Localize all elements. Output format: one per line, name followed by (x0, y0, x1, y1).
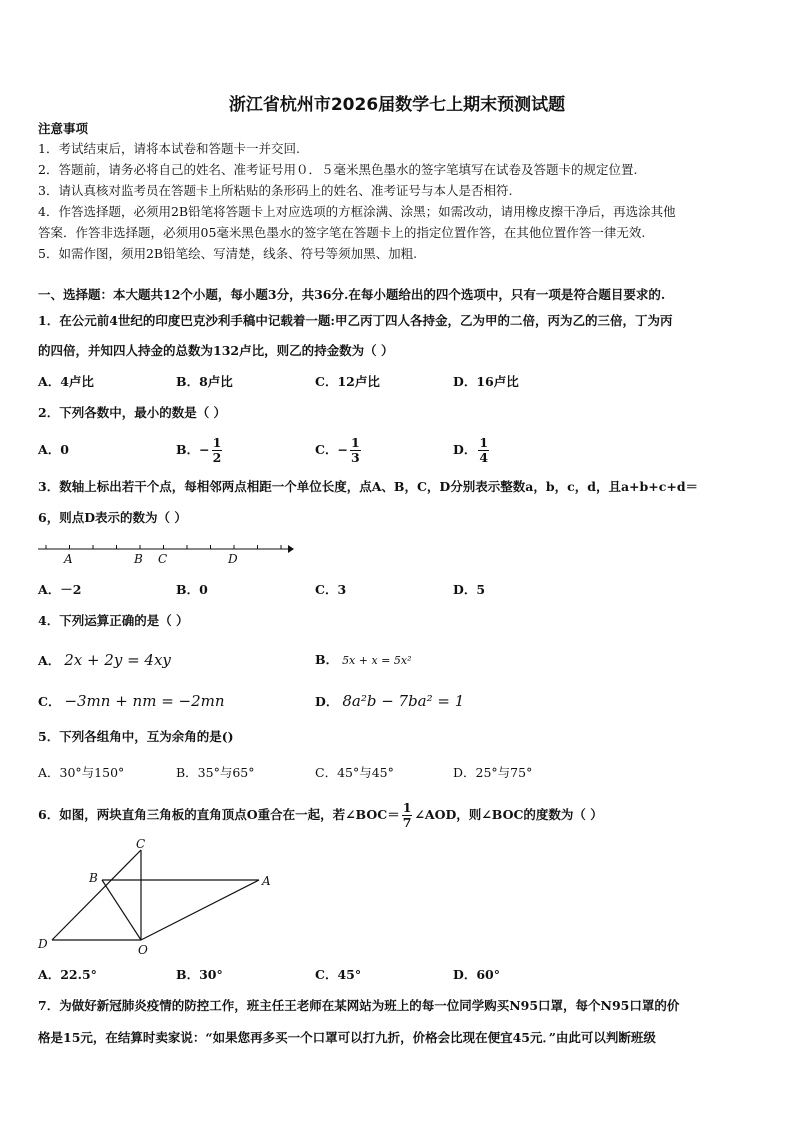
q5-stem: 5．下列各组角中，互为余角的是() (38, 729, 234, 744)
segment-dc (52, 850, 141, 940)
q3-stem-line2: 6，则点D表示的数为（ ） (38, 510, 187, 525)
q5-option-b: B．35°与65° (176, 765, 255, 780)
q4-option-c-expr: −3mn + nm = −2mn (64, 692, 225, 710)
notice-item-1: 1．考试结束后，请将本试卷和答题卡一并交回. (38, 141, 300, 156)
q3-option-a: A．－2 (38, 582, 82, 597)
q7-stem-line2: 格是15元，在结算时卖家说：“如果您再多买一个口罩可以打九折，价格会比现在便宜45元．”由此可以判断班级 (38, 1030, 656, 1045)
q4-option-d-expr: 8a²b − 7ba² = 1 (342, 692, 465, 710)
q2-option-c (315, 430, 363, 470)
figure-label-o: O (138, 943, 148, 957)
segment-oa (141, 880, 259, 940)
section-heading: 一、选择题：本大题共12个小题，每小题3分，共36分.在每小题给出的四个选项中，只有一项是符合题目要求的. (38, 287, 666, 302)
q4-option-d-label: D． (315, 694, 339, 709)
q4-option-c-label: C． (38, 694, 61, 709)
q2-option-b-sign: − (199, 442, 210, 457)
q7-stem-line1: 7．为做好新冠肺炎疫情的防控工作，班主任王老师在某网站为班上的每一位同学购买N95口罩，每个N95口罩的价 (38, 998, 680, 1013)
q6-stem-pre: 6．如图，两块直角三角板的直角顶点O重合在一起，若∠BOC＝ (38, 807, 400, 822)
number-line-figure (36, 540, 298, 568)
q4-option-d (315, 691, 464, 712)
q2-stem: 2．下列各数中，最小的数是（ ） (38, 405, 227, 420)
notice-item-4: 4．作答选择题，必须用2B铅笔将答题卡上对应选项的方框涂满、涂黑；如需改动，请用橡皮擦干净后，再选涂其他 (38, 204, 676, 219)
q3-stem-line1: 3．数轴上标出若干个点，每相邻两点相距一个单位长度，点A、B，C，D分别表示整数a，b，c，d，且a+b+c+d＝ (38, 479, 699, 494)
q6-frac-numerator: 1 (402, 800, 412, 815)
q2-c-numerator: 1 (350, 435, 360, 450)
q2-c-denominator: 3 (350, 450, 360, 465)
q6-stem-post: ∠AOD，则∠BOC的度数为（ ） (414, 807, 603, 822)
q2-b-numerator: 1 (212, 435, 222, 450)
q4-option-a-expr: 2x + 2y = 4xy (64, 651, 171, 669)
q1-option-b: B．8卢比 (176, 374, 233, 389)
page-title: 浙江省杭州市2026届数学七上期末预测试题 (228, 95, 566, 115)
q6-option-a: A．22.5° (38, 967, 97, 982)
q1-option-c: C．12卢比 (315, 374, 380, 389)
axis-label-a: A (64, 552, 73, 566)
q1-option-a: A．4卢比 (38, 374, 94, 389)
q2-option-d-fraction (478, 436, 489, 465)
figure-label-b: B (89, 871, 98, 885)
number-line-ticks (46, 545, 281, 549)
q3-option-d: D．5 (453, 582, 486, 597)
axis-label-c: C (158, 552, 168, 566)
q6-frac-denominator: 7 (402, 815, 412, 830)
axis-label-b: B (134, 552, 143, 566)
q5-option-d: D．25°与75° (453, 765, 533, 780)
q6-option-c: C．45° (315, 967, 362, 982)
notice-item-4-cont: 答案．作答非选择题，必须用05毫米黑色墨水的签字笔在答题卡上的指定位置作答，在其他位置作答一律无效. (38, 225, 646, 240)
q1-option-d: D．16卢比 (453, 374, 519, 389)
q2-option-a: A．0 (38, 442, 69, 457)
q2-option-c-sign: − (337, 442, 348, 457)
q2-d-denominator: 4 (479, 450, 489, 465)
q4-option-b-label: B． (315, 652, 339, 667)
q2-d-numerator: 1 (479, 435, 489, 450)
q6-option-b: B．30° (176, 967, 223, 982)
q4-stem: 4．下列运算正确的是（ ） (38, 613, 189, 628)
q4-option-a (38, 650, 171, 671)
q4-option-b-expr: 5x + x = 5x² (342, 654, 412, 667)
q1-stem-line2: 的四倍，并知四人持金的总数为132卢比，则乙的持金数为（ ） (38, 343, 394, 358)
q3-option-c: C．3 (315, 582, 347, 597)
axis-label-d: D (228, 552, 238, 566)
q2-option-b-label: B． (176, 442, 200, 457)
notice-item-2: 2．答题前，请务必将自己的姓名、准考证号用０．５毫米黑色墨水的签字笔填写在试卷及答题卡的规定位置. (38, 162, 638, 177)
q5-option-c: C．45°与45° (315, 765, 394, 780)
q6-stem (38, 795, 603, 835)
q5-option-a: A．30°与150° (38, 765, 125, 780)
number-line-arrow (288, 545, 294, 553)
q4-option-b (315, 650, 412, 671)
q3-option-b: B．0 (176, 582, 208, 597)
q6-option-d: D．60° (453, 967, 500, 982)
q2-option-b-fraction (212, 436, 223, 465)
figure-label-d: D (38, 937, 48, 951)
q4-option-a-label: A． (38, 653, 61, 668)
figure-label-a: A (262, 874, 271, 888)
q2-option-c-fraction (350, 436, 361, 465)
segment-bo (102, 880, 141, 940)
q6-stem-fraction (402, 801, 413, 830)
triangles-figure (34, 838, 284, 958)
notice-item-3: 3．请认真核对监考员在答题卡上所粘贴的条形码上的姓名、准考证号与本人是否相符. (38, 183, 513, 198)
notice-heading: 注意事项 (38, 121, 89, 136)
q2-option-b (176, 430, 224, 470)
q2-option-d (453, 430, 491, 470)
figure-label-c: C (136, 838, 146, 851)
q4-option-c (38, 691, 225, 712)
q2-b-denominator: 2 (212, 450, 222, 465)
q1-stem-line1: 1．在公元前4世纪的印度巴克沙利手稿中记载着一题:甲乙丙丁四人各持金，乙为甲的二倍，丙为乙的三倍，丁为丙 (38, 313, 673, 328)
q2-option-c-label: C． (315, 442, 338, 457)
notice-item-5: 5．如需作图，须用2B铅笔绘、写清楚，线条、符号等须加黑、加粗. (38, 246, 418, 261)
q2-option-d-label: D． (453, 442, 477, 457)
